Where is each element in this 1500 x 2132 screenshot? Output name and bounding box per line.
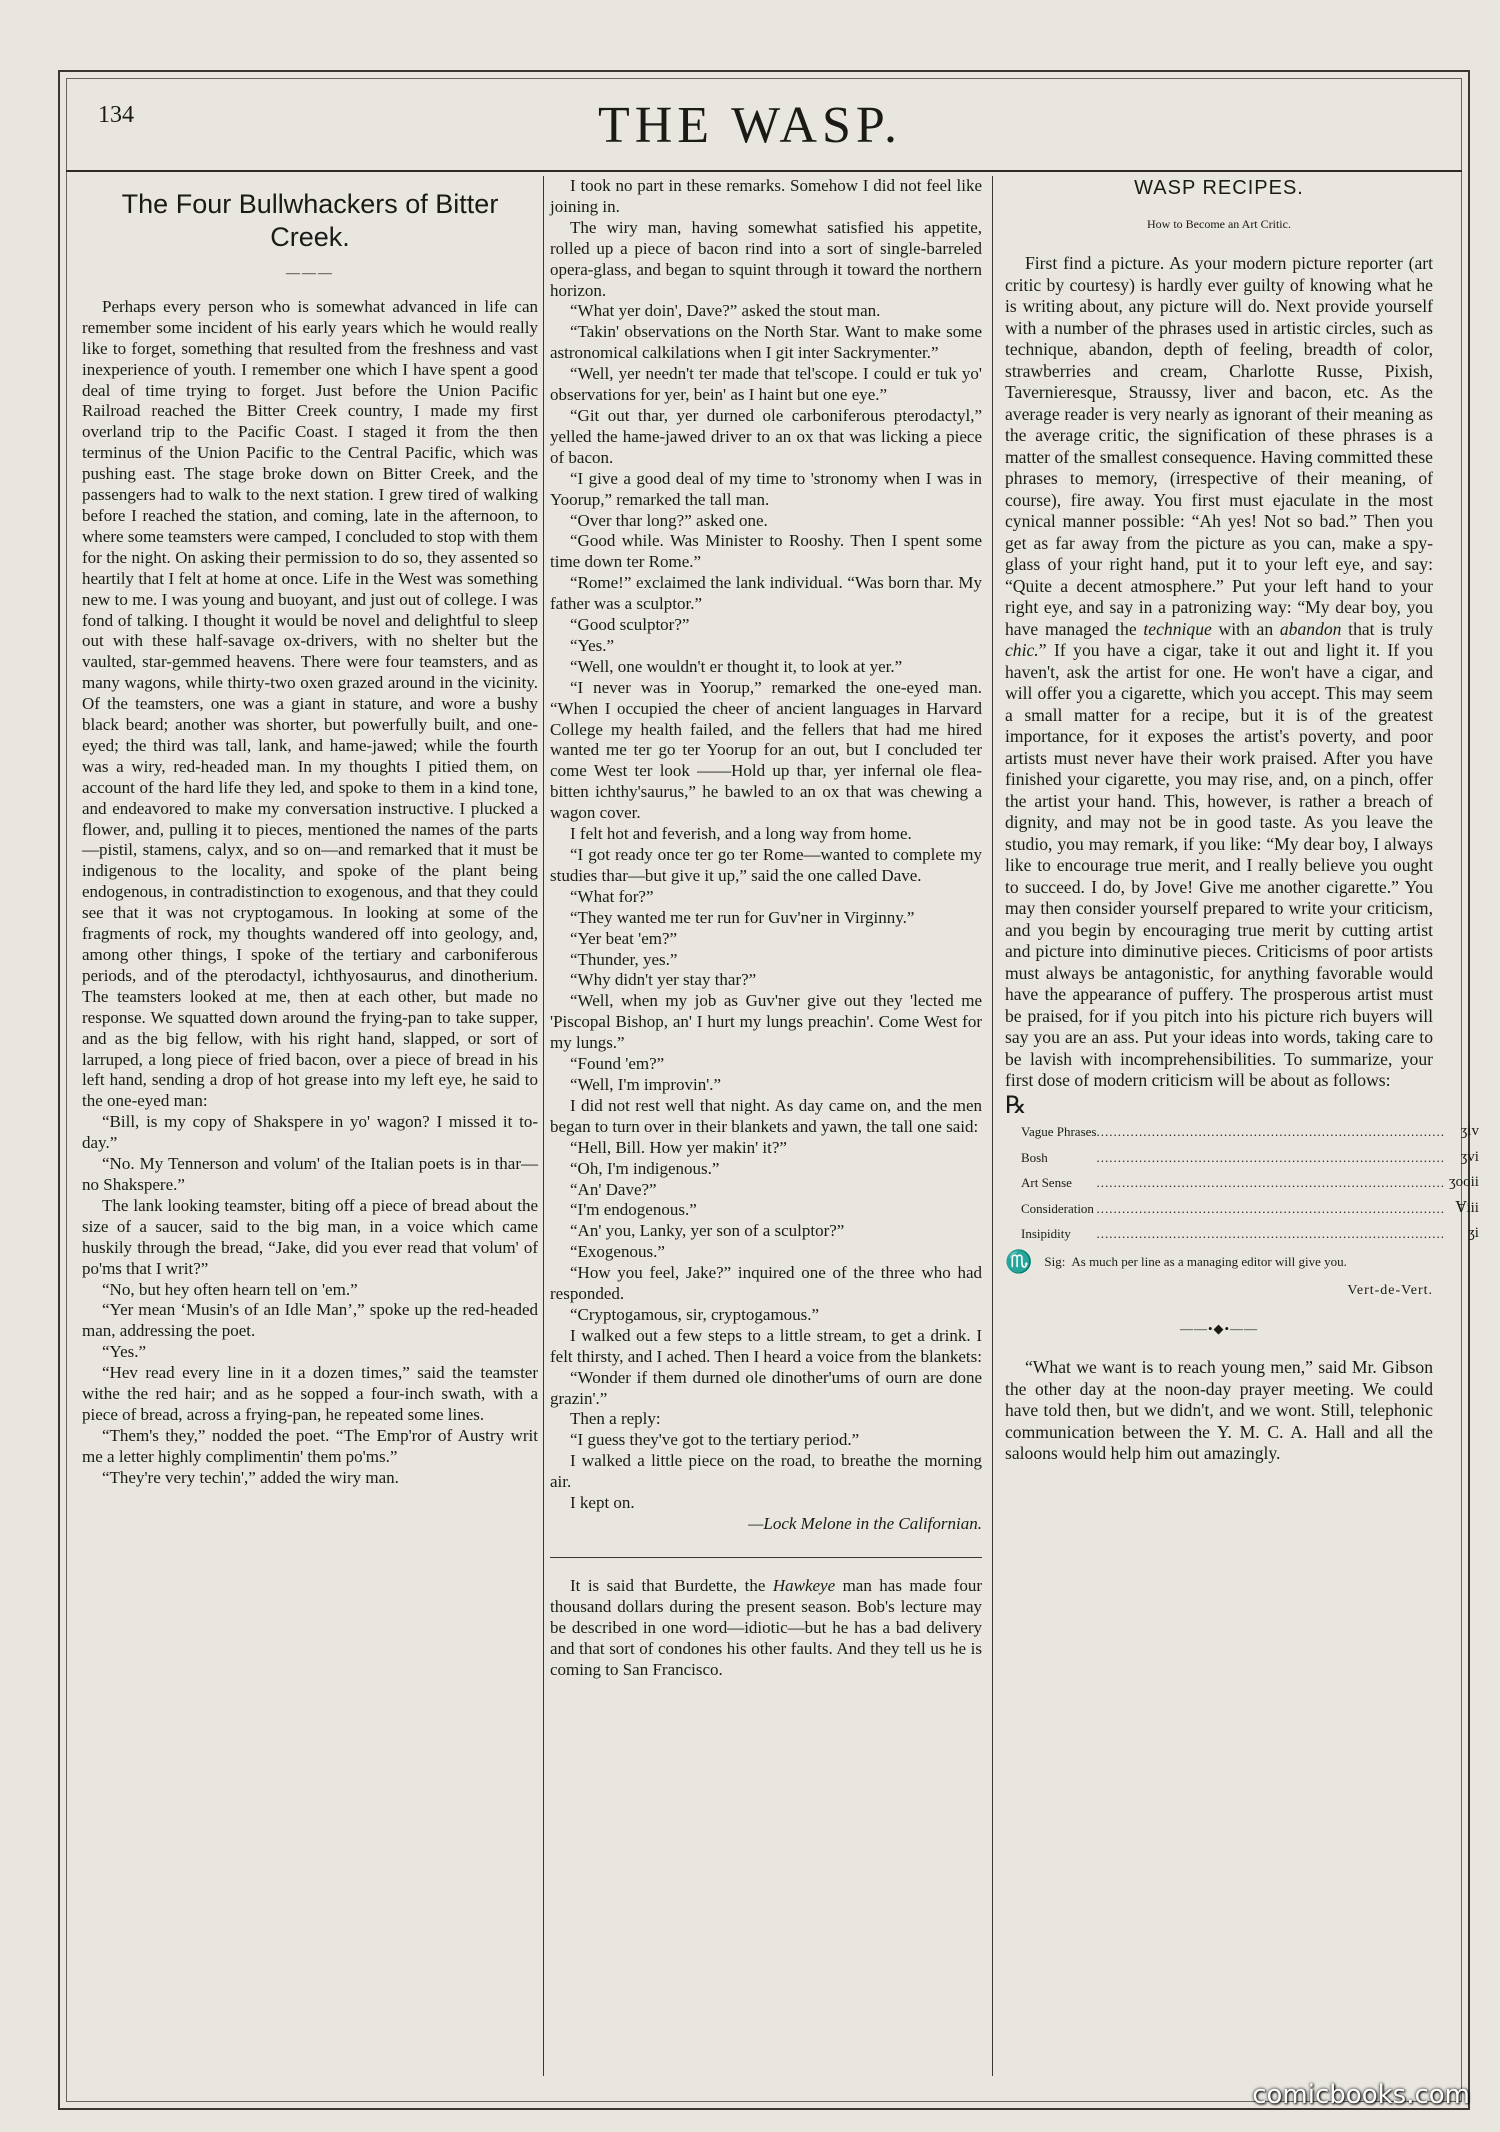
article-paragraph: Perhaps every person who is somewhat advanced in life can remember some incident of his early years which he would really like to forget, something that resulted from the freshness and vast inexperience of youth. I remember one which I have spent a good deal of time trying to forget. Just before the Union Pacific Railroad reached the Bitter Creek country, I made my first overland trip to the Pacific Coast. I staged it from the then terminus of the Union Pacific to the Central Pacific, which was pushing east. The stage broke down on Bitter Creek, and the passengers had to walk to the next station. I grew tired of walking before I reached the station, and coming, late in the afternoon, to where some teamsters were camped, I concluded to stop with them for the night. On asking their permission to do so, they assented so heartily that I felt at home at once. Life in the West was something new to me. I was young and buoyant, and just out of college. I was fond of talking. I thought it would be novel and delightful to sleep out with these half-savage ox-drivers, with no shelter but the vaulted, star-gemmed heavens. There were four teamsters, and as many wagons, while thirty-two oxen grazed around in the vicinity. Of the teamsters, one was a giant in stature, and wore a bushy black beard; another was shorter, but powerfully built, and one-eyed; the third was tall, lank, and hame-jawed; while the fourth was a wiry, red-headed man. In my thoughts I pitied them, on account of the hard life they led, and spoke to them in a kind tone, and endeavored to make my conversation instructive. I plucked a flower, and, pulling it to pieces, mentioned the names of the parts—pistil, stamens, calyx, and so on—and remarked that it must be indigenous to the locality, and spoke of the plant being endogenous, in contradistinction to exogenous, and that they could see that it was not cryptogamous. In looking at some of the fragments of rock, my thoughts wandered off into geology, and, among other things, I spoke of the tertiary and carboniferous periods, and of the pterodactyl, ichthyosaurus, and dinotherium. The teamsters looked at me, then at each other, but made no response. We squatted down around the frying-pan to take supper, and as the big fellow, with his right hand, slapped, or sort of larruped, a long piece of fried bacon, over a piece of bread in his left hand, sending a drop of hot grease into my left eye, he said to the one-eyed man: xyxy=(82,296,538,1111)
article-paragraph: “Cryptogamous, sir, cryptogamous.” xyxy=(570,1304,820,1324)
article-paragraph: “They wanted me ter run for Guv'ner in Virginny.” xyxy=(570,907,915,927)
prescription-leader xyxy=(1096,1221,1445,1247)
recipes-italic: chic. xyxy=(1005,640,1039,660)
article-paragraph: “Good sculptor?” xyxy=(570,615,690,635)
recipes-text: that is truly xyxy=(1341,618,1433,639)
masthead-title: THE WASP. xyxy=(597,97,903,154)
column-rule-1 xyxy=(543,176,544,2076)
article-paragraph: “Them's they,” nodded the poet. “The Emp'ror of Austry writ me a letter highly complimentin' them po'ms.” xyxy=(82,1425,538,1466)
page-number: 134 xyxy=(98,102,134,128)
prescription-item: Consideration xyxy=(1021,1200,1094,1216)
article-credit: —Lock Melone in the Californian. xyxy=(748,1514,982,1533)
article-paragraph: “Exogenous.” xyxy=(570,1242,665,1262)
article-paragraph: “Yer beat 'em?” xyxy=(570,928,678,948)
article-paragraph: “Good while. Was Minister to Rooshy. Then I spent some time down ter Rome.” xyxy=(550,531,982,572)
article-paragraph: “Yer mean ‘Musin's of an Idle Man’,” spoke up the red-headed man, addressing the poet. xyxy=(82,1300,538,1341)
burdette-text: man has made four thousand dollars during the present season. Bob's lecture may be described in one word—idiotic—but he has a bad delivery and that sort of condones his other faults. And they tell us he is coming to San Francisco. xyxy=(550,1575,982,1679)
article-paragraph: “I never was in Yoorup,” remarked the one-eyed man. “When I occupied the cheer of ancient languages in Harvard College my health failed, and the fellers that had me hired wanted me ter go ter Yoorup for an out, but I concluded ter come West ter look ——Hold up thar, yer infernal ole flea-bitten ichthy'saurus,” he bawled to an ox that was chewing a wagon cover. xyxy=(550,677,982,823)
prescription-qty: ʒooii xyxy=(1448,1174,1479,1190)
masthead-rule xyxy=(66,170,1462,172)
prescription-leader xyxy=(1096,1170,1445,1196)
column-rule-2 xyxy=(992,176,993,2076)
article-paragraph: The wiry man, having somewhat satisfied his appetite, rolled up a piece of bacon rind into a sort of single-barreled opera-glass, and began to squint through it toward the northern horizon. xyxy=(550,217,982,300)
article-paragraph: “Well, I'm improvin'.” xyxy=(570,1074,722,1094)
prescription-leader xyxy=(1096,1196,1445,1222)
prescription-qty: Ɐiii xyxy=(1455,1199,1479,1216)
article-paragraph: “Found 'em?” xyxy=(570,1054,665,1074)
prescription-row xyxy=(1005,1170,1479,1196)
article-paragraph: “Hell, Bill. How yer makin' it?” xyxy=(570,1137,787,1157)
article-paragraph: “Takin' observations on the North Star. Want to make some astronomical calkilations when I git inter Sackrymenter.” xyxy=(550,322,982,363)
recipes-text: with an xyxy=(1211,618,1280,639)
burdette-lead: It is said that Burdette, the xyxy=(570,1575,773,1595)
article-paragraph: “Yes.” xyxy=(102,1342,147,1362)
prescription-leader xyxy=(1096,1145,1445,1171)
article-paragraph: “Why didn't yer stay thar?” xyxy=(570,970,757,990)
article-paragraph: Then a reply: xyxy=(570,1409,661,1429)
article-paragraph: “I'm endogenous.” xyxy=(570,1200,697,1220)
article-paragraph: “No. My Tennerson and volum' of the Italian poets is in thar—no Shakspere.” xyxy=(82,1154,538,1194)
article-paragraph: “Well, one wouldn't er thought it, to look at yer.” xyxy=(570,656,903,676)
article-paragraph: “Thunder, yes.” xyxy=(570,949,678,969)
prescription-row xyxy=(1005,1119,1479,1145)
rx-symbol: ℞ xyxy=(1005,1092,1027,1119)
article-paragraph: “Hev read every line in it a dozen times,” said the teamster withe the red hair; and as he sopped a four-inch swath, with a piece of bread, across a frying-pan, he repeated some lines. xyxy=(82,1363,538,1424)
burdette-paragraph xyxy=(550,1576,982,1681)
recipes-italic: abandon xyxy=(1279,618,1342,639)
ornament-divider: ——•◆•—— xyxy=(1179,1320,1259,1336)
article-paragraph: “I give a good deal of my time to 'stronomy when I was in Yoorup,” remarked the tall man. xyxy=(550,468,982,509)
column-right xyxy=(1005,176,1479,1465)
prescription-item: Insipidity xyxy=(1021,1226,1071,1241)
article-paragraph: I walked a little piece on the road, to breathe the morning air. xyxy=(550,1451,982,1492)
recipes-text: ” If you have a cigar, take it out and light it. If you haven't, ask the artist for one. He won't have a cigar, and will offer you a cigarette, which you accept. This may seem a small matter for a recipe, but it is of the greatest importance, for it exposes the artist's poverty, and poor artists must never have their work praised. After you have finished your cigarette, you may rise, and, on a pinch, offer the artist your hand. This, however, is rather a breach of dignity, and may not be in good taste. As you leave the studio, you may remark, if you like: “My dear boy, I always like to encourage true merit, and I really believe you ought to succeed. I do, by Jove! Give me another cigarette.” You may then consider yourself prepared to write your criticism, and you begin by encouraging true merit by cutting artist and picture into diminutive pieces. Criticisms of poor artists must always be antagonistic, for anything favorable would have the appearance of puffery. The prosperous artist must be praised, for if you pitch into his picture rich buyers will say you are an ass. Put your ideas into words, taking care to be lavish with incomprehensibilities. To summarize, your first dose of modern criticism will be about as follows: xyxy=(1005,640,1433,1090)
title-rule: ——— xyxy=(286,266,334,281)
column-middle xyxy=(550,176,982,1680)
recipes-title: WASP RECIPES. xyxy=(1134,177,1304,199)
sig-label: Sig: xyxy=(1044,1253,1066,1269)
article-paragraph: “Git out thar, yer durned ole carboniferous pterodactyl,” yelled the hame-jawed driver to an ox that was licking a piece of bacon. xyxy=(550,405,982,467)
article-paragraph: “I guess they've got to the tertiary period.” xyxy=(570,1430,860,1450)
sig-symbol: ♏ xyxy=(1005,1248,1033,1274)
leader-dots: .................................................................................. xyxy=(1096,1200,1445,1216)
leader-dots: .................................................................................. xyxy=(1096,1124,1445,1139)
prescription-table xyxy=(1005,1119,1479,1247)
leader-dots: .................................................................................. xyxy=(1096,1175,1445,1190)
article-separator xyxy=(550,1557,982,1558)
column-left xyxy=(82,176,538,1489)
leader-dots: .................................................................................. xyxy=(1096,1149,1445,1165)
prescription-item: Bosh xyxy=(1021,1149,1048,1165)
recipes-paragraph xyxy=(1005,253,1433,1092)
recipes-text: First find a picture. As your modern picture reporter (art critic by courtesy) is hardly ever guilty of knowing what he is writing about, any picture will do. Next provide yourself with a number of the phrases used in artistic circles, such as technique, abandon, depth of feeling, breadth of color, strawberries and cream, Charlotte Russe, Pixish, Tavernieresque, Straussy, liver and bacon, etc. As the average reader is very nearly as ignorant of their meaning as the average critic, the signification of these phrases is a matter of the smallest consequence. Having committed these phrases to memory, (irrespective of their meaning, of course), fire away. You first must ejaculate in the most cynical manner possible: “Ah yes! Not so bad.” Then you get as far away from the picture as you can, make a spy-glass of your right hand, put it to your left eye, and say: “Quite a decent atmosphere.” Put your left hand to your right eye, and say in a patronizing way: “My dear boy, you have managed the xyxy=(1005,253,1433,639)
article-paragraph: I kept on. xyxy=(570,1493,635,1513)
prescription-leader xyxy=(1096,1119,1445,1145)
article-paragraph: “Rome!” exclaimed the lank individual. “Was born thar. My father was a sculptor.” xyxy=(550,573,982,614)
prescription-item: Art Sense xyxy=(1021,1175,1072,1190)
article-paragraph: I took no part in these remarks. Somehow I did not feel like joining in. xyxy=(550,176,982,216)
prescription-sig xyxy=(1005,1248,1433,1274)
prescription-row xyxy=(1005,1221,1479,1247)
recipes-italic: technique xyxy=(1143,618,1212,639)
burdette-paper: Hawkeye xyxy=(772,1575,836,1595)
article-paragraph: “What yer doin', Dave?” asked the stout man. xyxy=(570,301,881,321)
article-paragraph: I did not rest well that night. As day came on, and the men began to turn over in their blankets and yawn, the tall one said: xyxy=(550,1095,982,1136)
leader-dots: .................................................................................. xyxy=(1096,1226,1445,1241)
article-paragraph: The lank looking teamster, biting off a piece of bread about the size of a saucer, said to the big man, in a voice which came huskily through the bread, “Jake, did you ever read that volum' of po'ms that I writ?” xyxy=(82,1195,538,1278)
article-paragraph: “What for?” xyxy=(570,886,654,906)
prescription-item: Vague Phrases xyxy=(1021,1124,1097,1139)
article-paragraph: “Bill, is my copy of Shakspere in yo' wagon? I missed it to-day.” xyxy=(82,1112,538,1153)
recipes-subtitle: How to Become an Art Critic. xyxy=(1147,216,1291,231)
article-paragraph: “I got ready once ter go ter Rome—wanted to complete my studies thar—but give it up,” said the one called Dave. xyxy=(550,845,982,885)
article-paragraph: “They're very techin',” added the wiry man. xyxy=(102,1467,399,1487)
article-paragraph: “Over thar long?” asked one. xyxy=(570,510,768,530)
article-paragraph: “No, but hey often hearn tell on 'em.” xyxy=(102,1279,358,1299)
prescription-row xyxy=(1005,1196,1479,1222)
article-paragraph: I felt hot and feverish, and a long way from home. xyxy=(570,824,912,844)
article-title: The Four Bullwhackers of Bitter Creek. xyxy=(121,189,499,252)
prescription-qty: ʒiv xyxy=(1460,1123,1479,1139)
article-paragraph: “An' Dave?” xyxy=(570,1179,657,1199)
article-paragraph: “Yes.” xyxy=(570,635,615,655)
gibson-paragraph: “What we want is to reach young men,” said Mr. Gibson the other day at the noon-day prayer meeting. We could have told then, but we didn't, and we wont. Still, telephonic communication between the Y. M. C. A. Hall and all the saloons would help him out amazingly. xyxy=(1005,1357,1433,1463)
prescription-qty: ʒvi xyxy=(1460,1148,1479,1165)
article-paragraph: “Well, yer needn't ter made that tel'scope. I could er tuk yo' observations for yer, bein' as I haint but one eye.” xyxy=(550,364,982,405)
article-paragraph: “Oh, I'm indigenous.” xyxy=(570,1158,720,1178)
article-paragraph: “Wonder if them durned ole dinother'ums of ourn are done grazin'.” xyxy=(550,1367,982,1408)
article-paragraph: “How you feel, Jake?” inquired one of the three who had responded. xyxy=(550,1263,982,1304)
prescription-qty: ʒi xyxy=(1468,1225,1479,1241)
article-paragraph: I walked out a few steps to a little stream, to get a drink. I felt thirsty, and I ached. Then I heard a voice from the blankets: xyxy=(550,1325,982,1366)
sig-text: As much per line as a managing editor will give you. xyxy=(1071,1253,1347,1269)
watermark: comicbooks.com xyxy=(1252,2080,1470,2110)
prescription-row xyxy=(1005,1145,1479,1171)
article-paragraph: “An' you, Lanky, yer son of a sculptor?” xyxy=(570,1221,845,1241)
recipes-signoff: Vert-de-Vert. xyxy=(1347,1283,1433,1298)
article-paragraph: “Well, when my job as Guv'ner give out they 'lected me 'Piscopal Bishop, an' I hurt my lungs preachin'. Come West for my lungs.” xyxy=(550,991,982,1053)
